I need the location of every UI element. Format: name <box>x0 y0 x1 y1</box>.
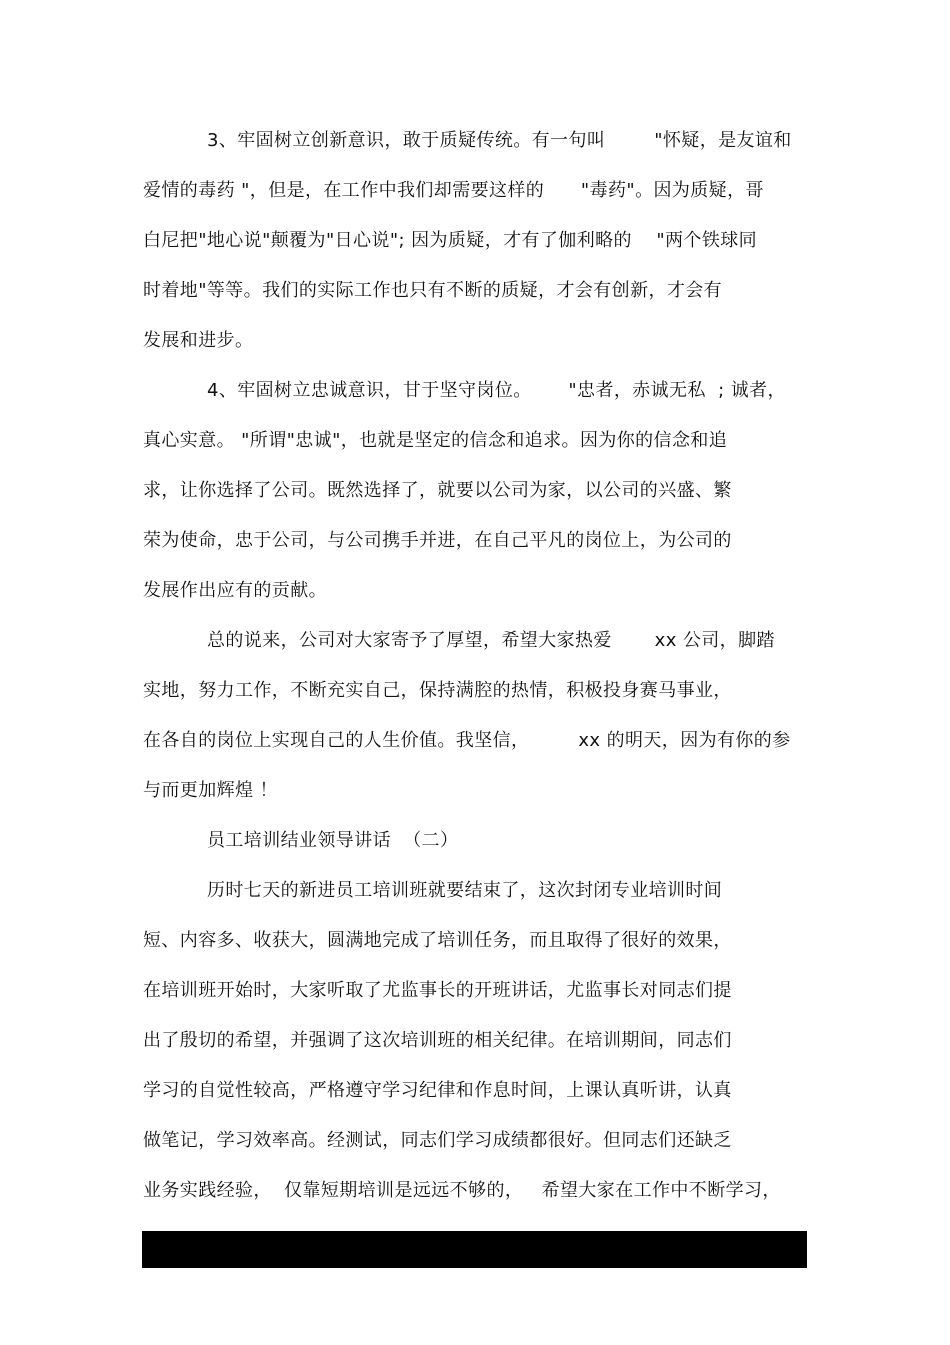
speech-line-1: 历时七天的新进员工培训班就要结束了，这次封闭专业培训时间 <box>207 880 723 901</box>
speech-line-3: 在培训班开始时，大家听取了尤监事长的开班讲话，尤监事长对同志们提 <box>143 980 732 1001</box>
speech-line-7: 业务实践经验， 仅靠短期培训是远远不够的， 希望大家在工作中不断学习， <box>143 1180 781 1201</box>
summary-line-2: 实地，努力工作，不断充实自己，保持满腔的热情，积极投身赛马事业， <box>143 680 732 701</box>
summary-line-4: 与而更加辉煌 ！ <box>143 780 278 801</box>
speech-line-2: 短、内容多、收获大，圆满地完成了培训任务，而且取得了很好的效果， <box>143 930 732 951</box>
summary-line-1: 总的说来，公司对大家寄予了厚望，希望大家热爱 xx 公司，脚踏 <box>207 630 775 651</box>
paragraph-4-line-2: 真心实意。 "所谓"忠诚"，也就是坚定的信念和追求。因为你的信念和追 <box>143 430 728 451</box>
paragraph-3-line-3: 白尼把"地心说"颠覆为"日心说"; 因为质疑，才有了伽利略的 "两个铁球同 <box>143 230 758 251</box>
speech-line-6: 做笔记，学习效率高。经测试，同志们学习成绩都很好。但同志们还缺乏 <box>143 1130 732 1151</box>
paragraph-3-line-1: 3、牢固树立创新意识，敢于质疑传统。有一句叫 "怀疑，是友谊和 <box>207 130 792 151</box>
footer-black-bar <box>142 1231 807 1268</box>
paragraph-3-line-2: 爱情的毒药 "，但是，在工作中我们却需要这样的 "毒药"。因为质疑，哥 <box>143 180 764 201</box>
paragraph-4-line-1: 4、牢固树立忠诚意识，甘于坚守岗位。 "忠者，赤诚无私 ; 诚者， <box>207 380 786 401</box>
speech-line-5: 学习的自觉性较高，严格遵守学习纪律和作息时间，上课认真听讲，认真 <box>143 1080 732 1101</box>
speech-line-4: 出了殷切的希望，并强调了这次培训班的相关纪律。在培训期间，同志们 <box>143 1030 732 1051</box>
paragraph-3-line-4: 时着地"等等。我们的实际工作也只有不断的质疑，才会有创新，才会有 <box>143 280 723 301</box>
paragraph-4-line-5: 发展作出应有的贡献。 <box>143 580 327 601</box>
paragraph-4-line-4: 荣为使命，忠于公司，与公司携手并进，在自己平凡的岗位上，为公司的 <box>143 530 732 551</box>
paragraph-4-line-3: 求，让你选择了公司。既然选择了，就要以公司为家，以公司的兴盛、繁 <box>143 480 732 501</box>
summary-line-3: 在各自的岗位上实现自己的人生价值。我坚信， xx 的明天，因为有你的参 <box>143 730 791 751</box>
section-heading: 员工培训结业领导讲话 （二） <box>207 830 459 851</box>
paragraph-3-line-5: 发展和进步。 <box>143 330 254 351</box>
